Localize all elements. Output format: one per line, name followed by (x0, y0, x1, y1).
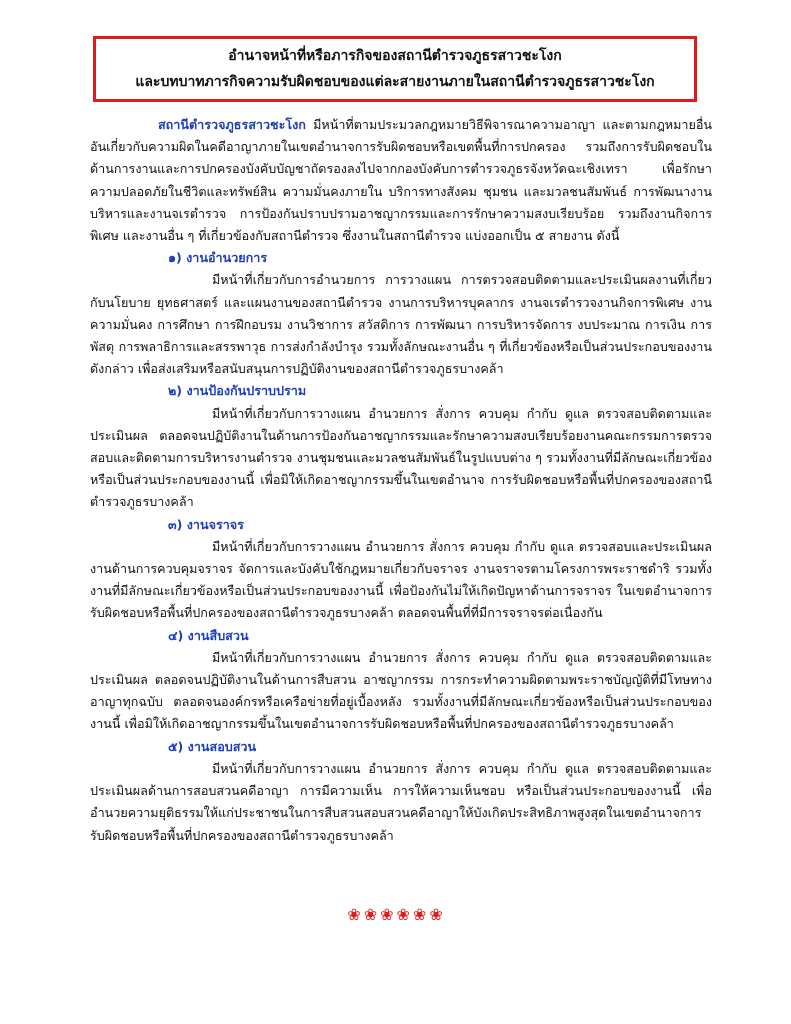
section-heading-investigation: ๔) งานสืบสวน (168, 627, 249, 643)
section-heading-administration: ๑) งานอำนวยการ (168, 250, 268, 266)
station-name: สถานีตำรวจภูธรสาวชะโงก (158, 117, 306, 132)
section-text-traffic: มีหน้าที่เกี่ยวกับการวางแผน อำนวยการ สั่งการ ควบคุม กำกับ ดูแล ตรวจสอบและประเมินผลงานด้านการควบคุมจราจร จัดการและบังคับใช้กฎหมายเกี่ยวกับจราจร งานจราจรตามโครงการพระราชดำริ รวมทั้งงานที่มีลักษณะเกี่ยวข้องหรือเป็นส่วนประกอบของงานนี้ เพื่อป้องกันไม่ให้เกิดปัญหาด้านการจราจร ในเขตอำนาจการรับผิดชอบหรือพื้นที่ปกครองของสถานีตำรวจภูธรบางคล้า ตลอดจนพื้นที่ที่มีการจราจรต่อเนื่องกัน (90, 538, 712, 621)
section-text-investigation: มีหน้าที่เกี่ยวกับการวางแผน อำนวยการ สั่งการ ควบคุม กำกับ ดูแล ตรวจสอบติดตามและประเมินผล ตลอดจนปฏิบัติงานในด้านการสืบสวน อาชญากรรม การกระทำความผิดตามพระราชบัญญัติที่มีโทษทางอาญาทุกฉบับ ตลอดจนองค์กรหรือเครือข่ายที่อยู่เบื้องหลัง รวมทั้งงานที่มีลักษณะเกี่ยวข้องหรือเป็นส่วนประกอบของงานนี้ เพื่อมิให้เกิดอาชญากรรมขึ้นในเขตอำนาจการรับผิดชอบหรือพื้นที่ปกครองของสถานีตำรวจภูธรบางคล้า (90, 649, 712, 732)
section-heading-crime-prevention: ๒) งานป้องกันปราบปราม (168, 383, 307, 399)
footer-ornaments (0, 905, 791, 924)
flower-ornament-icon: ❀ (412, 905, 428, 924)
section-text-inquiry: มีหน้าที่เกี่ยวกับการวางแผน อำนวยการ สั่งการ ควบคุม กำกับ ดูแล ตรวจสอบติดตามและประเมินผลด้านการสอบสวนคดีอาญา การมีความเห็น การให้ความเห็นชอบ หรือเป็นส่วนประกอบของงานนี้ เพื่ออำนวยความยุติธรรมให้แก่ประชาชนในการสืบสวนสอบสวนคดีอาญาให้บังเกิดประสิทธิภาพสูงสุดในเขตอำนาจการรับผิดชอบหรือพื้นที่ปกครองของสถานีตำรวจภูธรบางคล้า (90, 760, 712, 843)
title-line-1: อำนาจหน้าที่หรือภารกิจของสถานีตำรวจภูธรสาวชะโงก (228, 48, 562, 64)
flower-ornament-icon: ❀ (363, 905, 379, 924)
intro-paragraph (90, 114, 712, 247)
section-heading-traffic: ๓) งานจราจร (168, 516, 244, 532)
section-heading-inquiry: ๕) งานสอบสวน (168, 738, 257, 754)
title-box (93, 36, 697, 102)
flower-ornament-icon: ❀ (380, 905, 395, 924)
flower-ornament-icon: ❀ (347, 905, 362, 924)
flower-ornament-icon: ❀ (396, 905, 411, 924)
section-text-administration: มีหน้าที่เกี่ยวกับการอำนวยการ การวางแผน การตรวจสอบติดตามและประเมินผลงานที่เกี่ยวกับนโยบาย ยุทธศาสตร์ และแผนงานของสถานีตำรวจ งานการบริหารบุคลากร งานจเรตำรวจงานกิจการพิเศษ งานความมั่นคง การศึกษา การฝึกอบรม งานวิชาการ สวัสดิการ การพัฒนา การบริหารจัดการ งบประมาณ การเงิน การพัสดุ การพลาธิการและสรรพาวุธ การส่งกำลังบำรุง รวมทั้งลักษณะงานอื่น ๆ ที่เกี่ยวข้องหรือเป็นส่วนประกอบของงานดังกล่าว เพื่อส่งเสริมหรือสนับสนุนการปฏิบัติงานของสถานีตำรวจภูธรบางคล้า (90, 272, 712, 377)
section-text-crime-prevention: มีหน้าที่เกี่ยวกับการวางแผน อำนวยการ สั่งการ ควบคุม กำกับ ดูแล ตรวจสอบติดตามและประเมินผล ตลอดจนปฏิบัติงานในด้านการป้องกันอาชญากรรมและรักษาความสงบเรียบร้อยงานคณะกรรมการตรวจสอบและติดตามการบริหารงานตำรวจ งานชุมชนและมวลชนสัมพันธ์ในรูปแบบต่าง ๆ รวมทั้งงานที่มีลักษณะเกี่ยวข้องหรือเป็นส่วนประกอบของงานนี้ เพื่อมิให้เกิดอาชญากรรมขึ้นในเขตอำนาจ การรับผิดชอบหรือพื้นที่ปกครองของสถานีตำรวจภูธรบางคล้า (90, 405, 712, 510)
document-body (90, 114, 712, 847)
intro-text: มีหน้าที่ตามประมวลกฎหมายวิธีพิจารณาความอาญา และตามกฎหมายอื่นอันเกี่ยวกับความผิดในคดีอาญาภายในเขตอำนาจการรับผิดชอบหรือเขตพื้นที่การปกครอง รวมถึงการรับผิดชอบในด้านการงานและการปกครองบังคับบัญชาถัดรองลงไปจากกองบังคับการตำรวจภูธรจังหวัดฉะเชิงเทรา เพื่อรักษาความปลอดภัยในชีวิตและทรัพย์สิน ความมั่นคงภายใน บริการทางสังคม ชุมชน และมวลชนสัมพันธ์ การพัฒนางานบริหารและงานจเรตำรวจ การป้องกันปราบปรามอาชญากรรมและการรักษาความสงบเรียบร้อย รวมถึงงานกิจการพิเศษ และงานอื่น ๆ ที่เกี่ยวข้องกับสถานีตำรวจ ซึ่งงานในสถานีตำรวจ แบ่งออกเป็น ๕ สายงาน ดังนี้ (90, 117, 712, 244)
title-line-2: และบทบาทภารกิจความรับผิดชอบของแต่ละสายงานภายในสถานีตำรวจภูธรสาวชะโงก (135, 74, 655, 90)
flower-ornament-icon: ❀ (429, 905, 444, 924)
